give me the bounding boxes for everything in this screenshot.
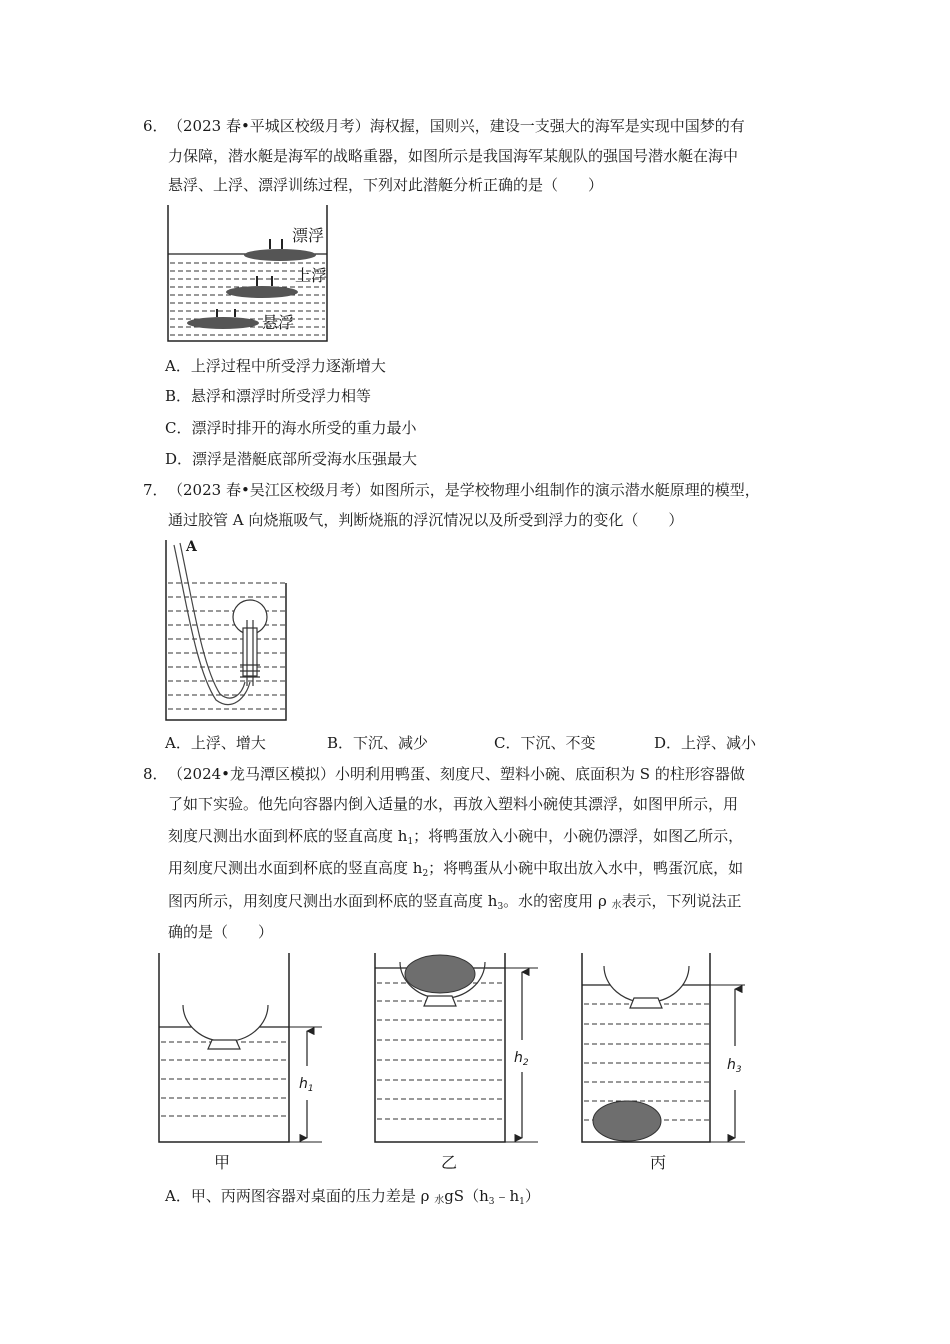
label-suspend: 悬浮: [262, 313, 295, 332]
q8-stem-line5: 图丙所示，用刻度尺测出水面到杯底的竖直高度 $h_3$。水的密度用 ρ 水表示，下列说法正: [168, 892, 742, 912]
q7-option-b: B．下沉、减少: [327, 734, 429, 752]
q8-option-a: A．甲、丙两图容器对桌面的压力差是 ρ 水$gS(h_3﹣h_1)$: [165, 1187, 540, 1207]
q6-option-b: B．悬浮和漂浮时所受浮力相等: [165, 387, 372, 405]
q6-stem-line2: 力保障，潜水艇是海军的战略重器，如图所示是我国海军某舰队的强国号潜水艇在海中: [168, 147, 739, 165]
q8-stem-line6: 确的是（ ）: [168, 923, 274, 941]
label-bing: 丙: [650, 1153, 667, 1172]
q8-number: 8．: [143, 765, 168, 783]
q8-stem-line1: （2024•龙马潭区模拟）小明利用鸭蛋、刻度尺、塑料小碗、底面积为 S 的柱形容器做: [168, 765, 745, 783]
q6-stem-line3: 悬浮、上浮、漂浮训练过程，下列对此潜艇分析正确的是（ ）: [168, 176, 604, 194]
q8-stem-line3: 刻度尺测出水面到杯底的竖直高度 $h_1$；将鸭蛋放入小碗中，小碗仍漂浮，如图乙所示，: [168, 827, 744, 847]
tube-label-a: A: [186, 539, 197, 555]
q6-stem-line1: （2023 春•平城区校级月考）海权握，国则兴，建设一支强大的海军是实现中国梦的有: [168, 117, 745, 135]
q8-stem-line4: 用刻度尺测出水面到杯底的竖直高度 $h_2$；将鸭蛋从小碗中取出放入水中，鸭蛋沉底，如: [168, 859, 744, 879]
label-h1: $h_1$: [299, 1076, 314, 1094]
q6-option-c: C．漂浮时排开的海水所受的重力最小: [165, 419, 417, 437]
label-jia: 甲: [214, 1153, 231, 1172]
q7-stem-line1: （2023 春•吴江区校级月考）如图所示，是学校物理小组制作的演示潜水艇原理的模型，: [168, 481, 760, 499]
figure-jia: [159, 953, 322, 1142]
q7-stem-line2: 通过胶管 A 向烧瓶吸气，判断烧瓶的浮沉情况以及所受到浮力的变化（ ）: [168, 511, 684, 529]
label-rise: 上浮: [295, 266, 328, 285]
q6-number: 6．: [143, 117, 168, 135]
label-h3: $h_3$: [727, 1057, 742, 1075]
label-float: 漂浮: [292, 226, 325, 245]
figure-bing: [582, 953, 745, 1142]
q7-option-a: A．上浮、增大: [165, 734, 266, 752]
label-yi: 乙: [441, 1153, 458, 1172]
q6-option-d: D．漂浮是潜艇底部所受海水压强最大: [165, 450, 418, 468]
q7-option-c: C．下沉、不变: [494, 734, 596, 752]
q8-stem-line2: 了如下实验。他先向容器内倒入适量的水，再放入塑料小碗使其漂浮，如图甲所示，用: [168, 795, 739, 813]
label-h2: $h_2$: [514, 1050, 529, 1068]
q7-number: 7．: [143, 481, 168, 499]
q7-option-d: D．上浮、减小: [654, 734, 757, 752]
q6-option-a: A．上浮过程中所受浮力逐渐增大: [165, 357, 386, 375]
